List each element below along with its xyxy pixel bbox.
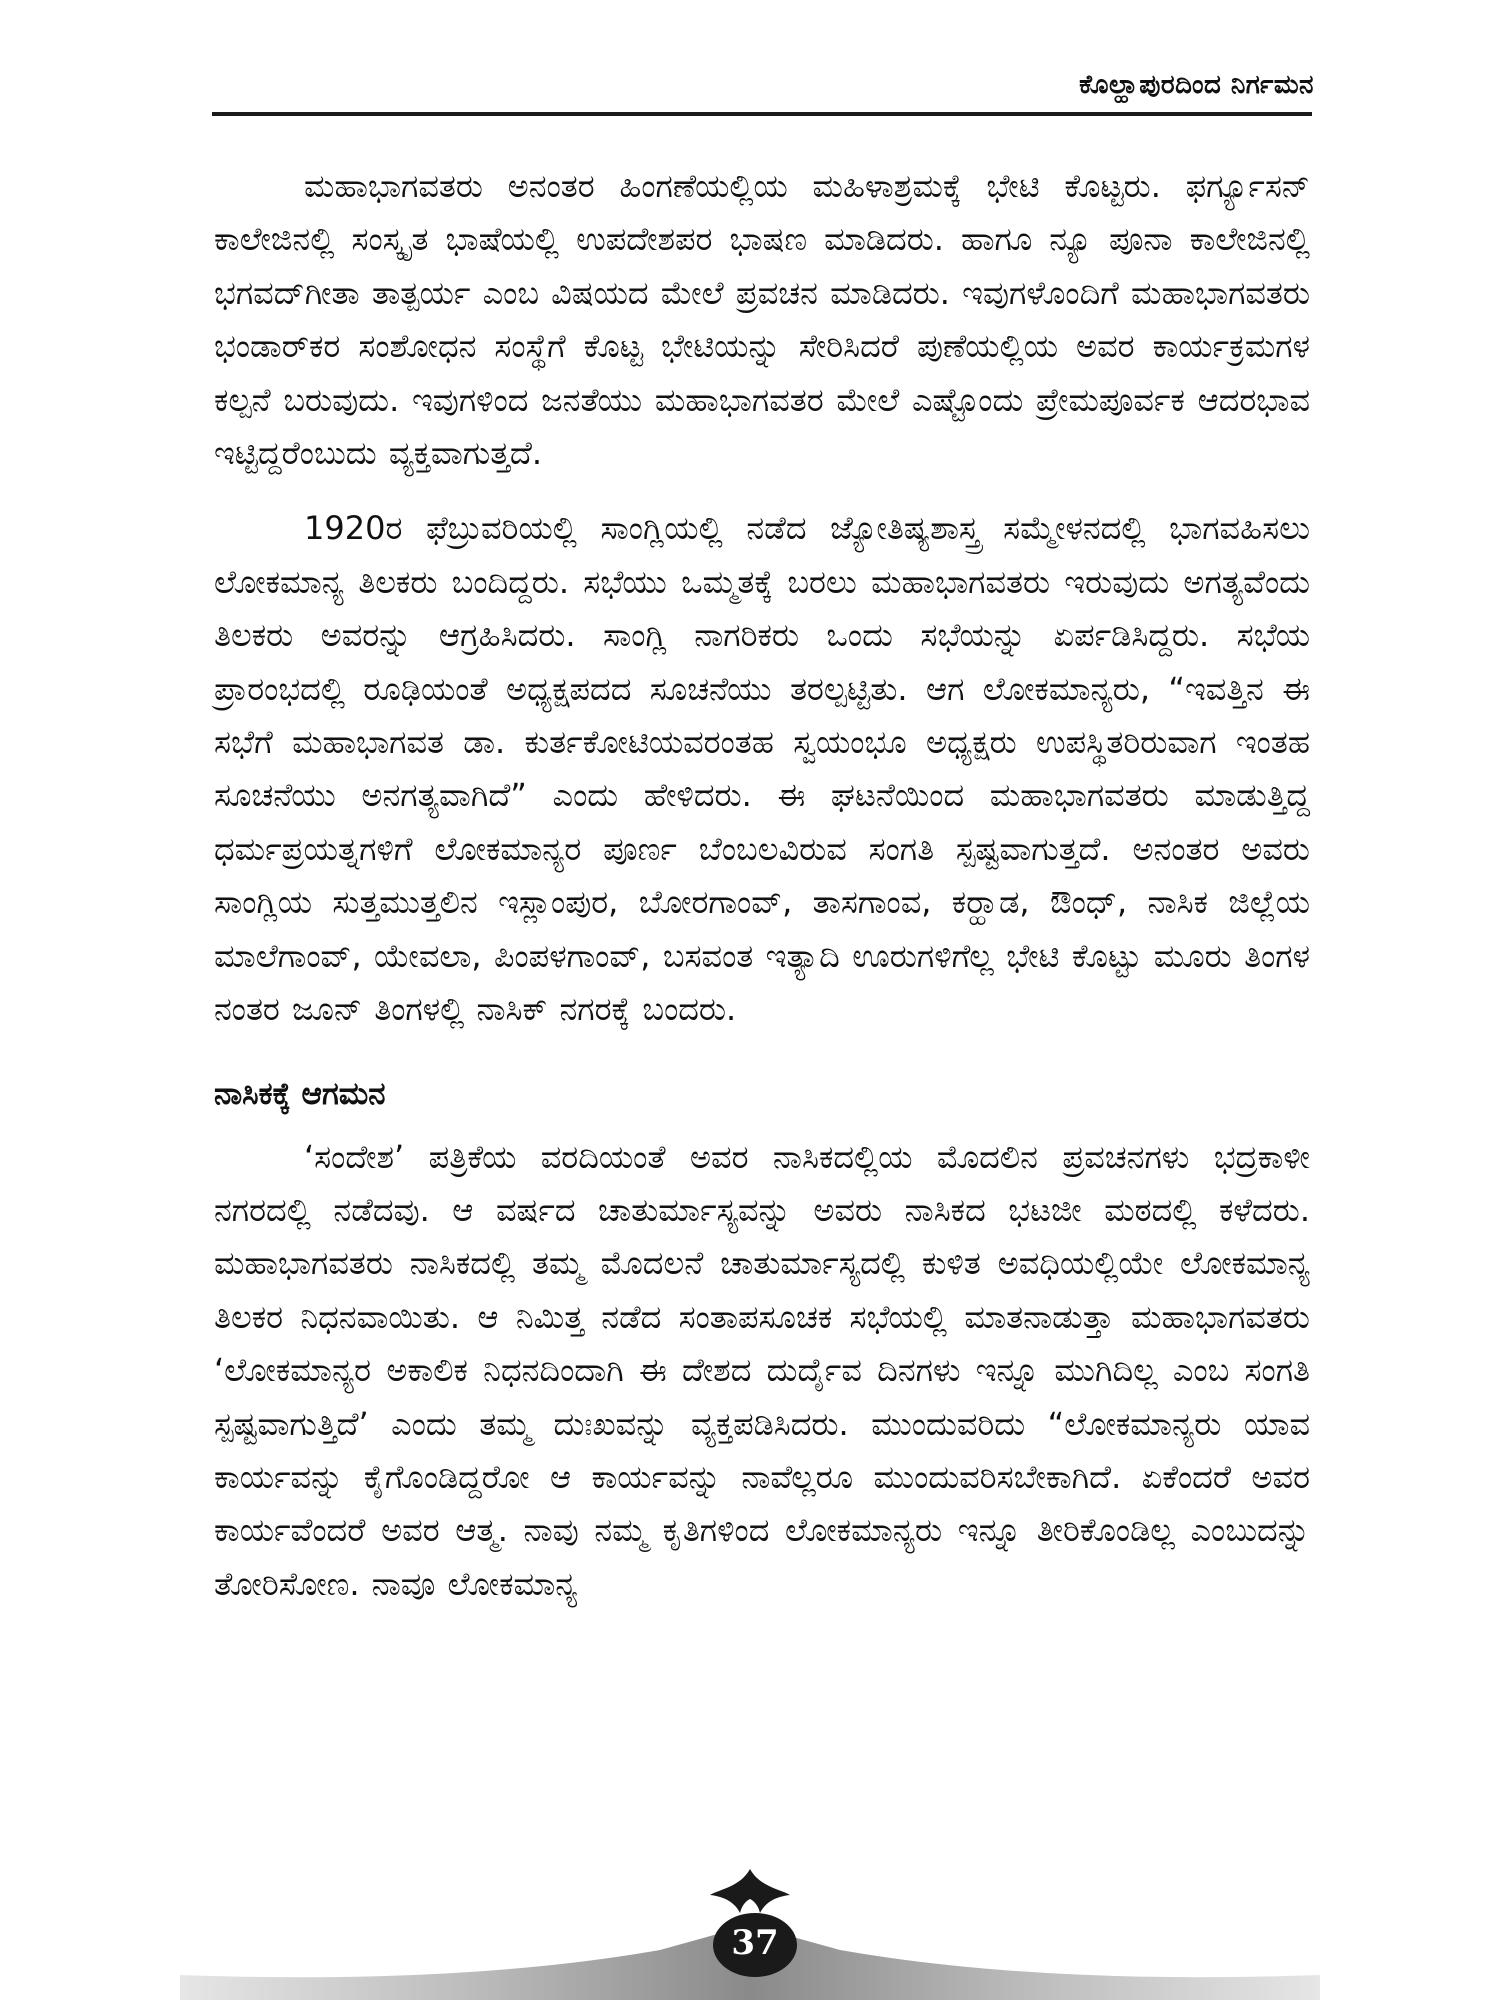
paragraph-3: ‘ಸಂದೇಶ’ ಪತ್ರಿಕೆಯ ವರದಿಯಂತೆ ಅವರ ನಾಸಿಕದಲ್ಲಿಯ ಮೊದಲಿನ ಪ್ರವಚನಗಳು ಭದ್ರಕಾಳೀ ನಗರದಲ್ಲಿ ನಡೆದವು. ಆ ವರ್ಷದ ಚಾತುರ್ಮಾಸ್ಯವನ್ನು ಅವರು ನಾಸಿಕದ ಭಟಜೀ ಮಠದಲ್ಲಿ ಕಳೆದರು. ಮಹಾಭಾಗವತರು ನಾಸಿಕದಲ್ಲಿ ತಮ್ಮ ಮೊದಲನೆ ಚಾತುರ್ಮಾಸ್ಯದಲ್ಲಿ ಕುಳಿತ ಅವಧಿಯಲ್ಲಿಯೇ ಲೋಕಮಾನ್ಯ ತಿಲಕರ ನಿಧನವಾಯಿತು. ಆ ನಿಮಿತ್ತ ನಡೆದ ಸಂತಾಪಸೂಚಕ ಸಭೆಯಲ್ಲಿ ಮಾತನಾಡುತ್ತಾ ಮಹಾಭಾಗವತರು ‘ಲೋಕಮಾನ್ಯರ ಅಕಾಲಿಕ ನಿಧನದಿಂದಾಗಿ ಈ ದೇಶದ ದುರ್ದೈವ ದಿನಗಳು ಇನ್ನೂ ಮುಗಿದಿಲ್ಲ ಎಂಬ ಸಂಗತಿ ಸ್ಪಷ್ಟವಾಗುತ್ತಿದೆ’ ಎಂದು ತಮ್ಮ ದುಃಖವನ್ನು ವ್ಯಕ್ತಪಡಿಸಿದರು. ಮುಂದುವರಿದು “ಲೋಕಮಾನ್ಯರು ಯಾವ ಕಾರ್ಯವನ್ನು ಕೈಗೊಂಡಿದ್ದರೋ ಆ ಕಾರ್ಯವನ್ನು ನಾವೆಲ್ಲರೂ ಮುಂದುವರಿಸಬೇಕಾಗಿದೆ. ಏಕೆಂದರೆ ಅವರ ಕಾರ್ಯವೆಂದರೆ ಅವರ ಆತ್ಮ. ನಾವು ನಮ್ಮ ಕೃತಿಗಳಿಂದ ಲೋಕಮಾನ್ಯರು ಇನ್ನೂ ತೀರಿಕೊಂಡಿಲ್ಲ ಎಂಬುದನ್ನು ತೋರಿಸೋಣ. ನಾವೂ ಲೋಕಮಾನ್ಯ bbox=[214, 1137, 1310, 1603]
body-text bbox=[214, 160, 1310, 1611]
lotus-ornament-icon bbox=[710, 1869, 790, 1913]
paragraph-2: 1920ರ ಫೆಬ್ರುವರಿಯಲ್ಲಿ ಸಾಂಗ್ಲಿಯಲ್ಲಿ ನಡೆದ ಜ್ಯೋತಿಷ್ಯಶಾಸ್ತ್ರ ಸಮ್ಮೇಳನದಲ್ಲಿ ಭಾಗವಹಿಸಲು ಲೋಕಮಾನ್ಯ ತಿಲಕರು ಬಂದಿದ್ದರು. ಸಭೆಯು ಒಮ್ಮತಕ್ಕೆ ಬರಲು ಮಹಾಭಾಗವತರು ಇರುವುದು ಅಗತ್ಯವೆಂದು ತಿಲಕರು ಅವರನ್ನು ಆಗ್ರಹಿಸಿದರು. ಸಾಂಗ್ಲಿ ನಾಗರಿಕರು ಒಂದು ಸಭೆಯನ್ನು ಏರ್ಪಡಿಸಿದ್ದರು. ಸಭೆಯ ಪ್ರಾರಂಭದಲ್ಲಿ ರೂಢಿಯಂತೆ ಅಧ್ಯಕ್ಷಪದದ ಸೂಚನೆಯು ತರಲ್ಪಟ್ಟಿತು. ಆಗ ಲೋಕಮಾನ್ಯರು, “ಇವತ್ತಿನ ಈ ಸಭೆಗೆ ಮಹಾಭಾಗವತ ಡಾ. ಕುರ್ತಕೋಟಿಯವರಂತಹ ಸ್ವಯಂಭೂ ಅಧ್ಯಕ್ಷರು ಉಪಸ್ಥಿತರಿರುವಾಗ ಇಂತಹ ಸೂಚನೆಯು ಅನಗತ್ಯವಾಗಿದೆ” ಎಂದು ಹೇಳಿದರು. ಈ ಘಟನೆಯಿಂದ ಮಹಾಭಾಗವತರು ಮಾಡುತ್ತಿದ್ದ ಧರ್ಮಪ್ರಯತ್ನಗಳಿಗೆ ಲೋಕಮಾನ್ಯರ ಪೂರ್ಣ ಬೆಂಬಲವಿರುವ ಸಂಗತಿ ಸ್ಪಷ್ಟವಾಗುತ್ತದೆ. ಅನಂತರ ಅವರು ಸಾಂಗ್ಲಿಯ ಸುತ್ತಮುತ್ತಲಿನ ಇಸ್ಲಾಂಪುರ, ಬೋರಗಾಂವ್, ತಾಸಗಾಂವ, ಕರ್‍ಹಾಡ, ಔಂಧ್, ನಾಸಿಕ ಜಿಲ್ಲೆಯ ಮಾಲೆಗಾಂವ್, ಯೇವಲಾ, ಪಿಂಪಳಗಾಂವ್, ಬಸವಂತ ಇತ್ಯಾದಿ ಊರುಗಳಿಗೆಲ್ಲ ಭೇಟಿ ಕೊಟ್ಟು ಮೂರು ತಿಂಗಳ ನಂತರ ಜೂನ್ ತಿಂಗಳಲ್ಲಿ ನಾಸಿಕ್ ನಗರಕ್ಕೆ ಬಂದರು. bbox=[214, 509, 1310, 1029]
paragraph-1: ಮಹಾಭಾಗವತರು ಅನಂತರ ಹಿಂಗಣೆಯಲ್ಲಿಯ ಮಹಿಳಾಶ್ರಮಕ್ಕೆ ಭೇಟಿ ಕೊಟ್ಟರು. ಫರ್ಗ್ಯೂಸನ್ ಕಾಲೇಜಿನಲ್ಲಿ ಸಂಸ್ಕೃತ ಭಾಷೆಯಲ್ಲಿ ಉಪದೇಶಪರ ಭಾಷಣ ಮಾಡಿದರು. ಹಾಗೂ ನ್ಯೂ ಪೂನಾ ಕಾಲೇಜಿನಲ್ಲಿ ಭಗವದ್‌ಗೀತಾ ತಾತ್ಪರ್ಯ ಎಂಬ ವಿಷಯದ ಮೇಲೆ ಪ್ರವಚನ ಮಾಡಿದರು. ಇವುಗಳೊಂದಿಗೆ ಮಹಾಭಾಗವತರು ಭಂಡಾರ್‌ಕರ ಸಂಶೋಧನ ಸಂಸ್ಥೆಗೆ ಕೊಟ್ಟ ಭೇಟಿಯನ್ನು ಸೇರಿಸಿದರೆ ಪುಣೆಯಲ್ಲಿಯ ಅವರ ಕಾರ್ಯಕ್ರಮಗಳ ಕಲ್ಪನೆ ಬರುವುದು. ಇವುಗಳಿಂದ ಜನತೆಯು ಮಹಾಭಾಗವತರ ಮೇಲೆ ಎಷ್ಟೊಂದು ಪ್ರೇಮಪೂರ್ವಕ ಆದರಭಾವ ಇಟ್ಟಿದ್ದರೆಂಬುದು ವ್ಯಕ್ತವಾಗುತ್ತದೆ. bbox=[214, 167, 1310, 473]
section-heading: ನಾಸಿಕಕ್ಕೆ ಆಗಮನ bbox=[214, 1075, 386, 1112]
page-footer bbox=[180, 1865, 1320, 2000]
header-rule bbox=[212, 112, 1312, 116]
footer-swash-right bbox=[750, 1925, 1320, 2000]
footer-swash-left bbox=[180, 1925, 750, 2000]
page-number: 37 bbox=[731, 1923, 779, 1963]
running-header: ಕೊಲ್ಹಾಪುರದಿಂದ ನಿರ್ಗಮನ bbox=[1079, 70, 1314, 100]
